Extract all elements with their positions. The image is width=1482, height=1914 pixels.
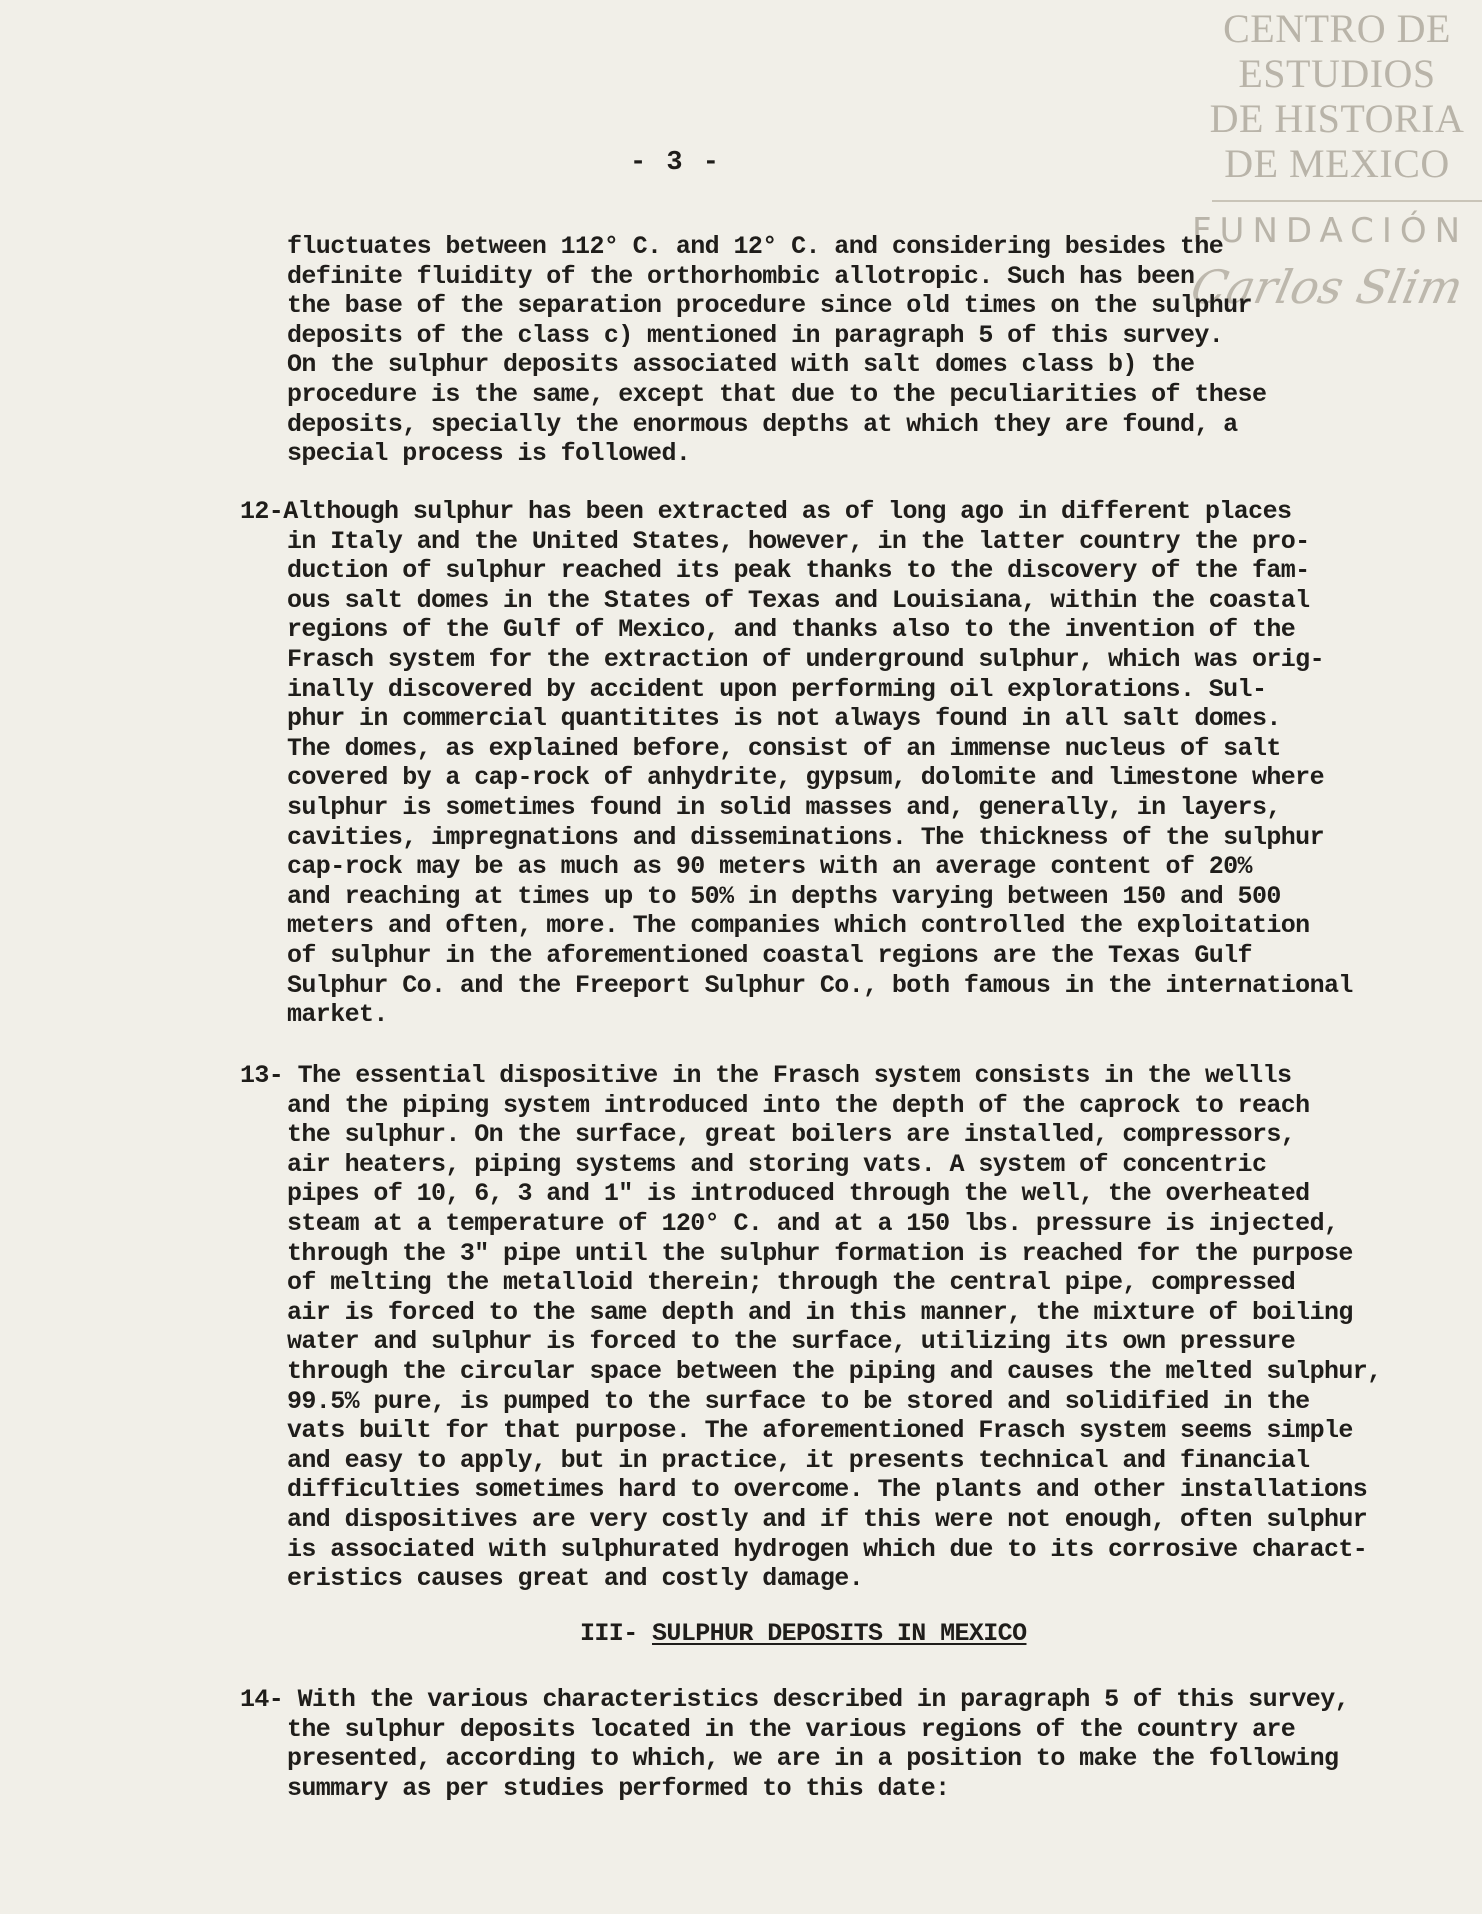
watermark-line: DE MEXICO (1224, 141, 1450, 186)
text-line: covered by a cap-rock of anhydrite, gypsum, dolomite and limestone where (287, 763, 1324, 793)
paragraph-number: 13- (240, 1061, 284, 1090)
text-line: and dispositives are very costly and if this were not enough, often sulphur (287, 1504, 1368, 1534)
watermark-line: ESTUDIOS (1238, 51, 1436, 96)
text-line: of melting the metalloid therein; through the central pipe, compressed (287, 1268, 1296, 1298)
paragraph-13 (240, 1061, 1420, 1594)
text-line: fluctuates between 112° C. and 12° C. and considering besides the (287, 232, 1224, 261)
text-line: meters and often, more. The companies which controlled the exploitation (287, 911, 1310, 941)
text-line: eristics causes great and costly damage. (287, 1564, 864, 1594)
section-number: III- (580, 1619, 653, 1648)
text-line: duction of sulphur reached its peak thanks to the discovery of the fam- (287, 556, 1310, 586)
text-line: through the 3" pipe until the sulphur formation is reached for the purpose (287, 1238, 1353, 1268)
text-line: 99.5% pure, is pumped to the surface to be stored and solidified in the (287, 1386, 1310, 1416)
text-line: The domes, as explained before, consist of an immense nucleus of salt (287, 733, 1281, 763)
paragraph-number: 12- (240, 497, 284, 526)
text-line: summary as per studies performed to this date: (287, 1773, 950, 1803)
text-line: Although sulphur has been extracted as of long ago in different places (283, 497, 1292, 526)
watermark-line: DE HISTORIA (1209, 96, 1465, 141)
text-line: With the various characteristics described in paragraph 5 of this survey, (297, 1685, 1350, 1714)
text-line: of sulphur in the aforementioned coastal regions are the Texas Gulf (287, 940, 1252, 970)
text-line: difficulties sometimes hard to overcome. The plants and other installations (287, 1475, 1368, 1505)
watermark-divider (1212, 200, 1482, 202)
text-line: Sulphur Co. and the Freeport Sulphur Co., both famous in the international (287, 970, 1353, 1000)
text-line: On the sulphur deposits associated with salt domes class b) the (287, 350, 1195, 380)
text-line: through the circular space between the piping and causes the melted sulphur, (287, 1356, 1382, 1386)
text-line: cap-rock may be as much as 90 meters with an average content of 20% (287, 852, 1252, 882)
text-line: cavities, impregnations and disseminations. The thickness of the sulphur (287, 822, 1324, 852)
text-line: is associated with sulphurated hydrogen which due to its corrosive charact- (287, 1534, 1368, 1564)
text-line: regions of the Gulf of Mexico, and thanks also to the invention of the (287, 615, 1296, 645)
paragraph-number: 14- (240, 1685, 284, 1714)
text-line: phur in commercial quantitites is not always found in all salt domes. (287, 704, 1281, 734)
continuation-paragraph (287, 232, 1467, 469)
text-line: in Italy and the United States, however, in the latter country the pro- (287, 526, 1310, 556)
page-number: - 3 - (630, 148, 722, 178)
text-line: the sulphur deposits located in the various regions of the country are (287, 1714, 1296, 1744)
text-line: air heaters, piping systems and storing vats. A system of concentric (287, 1149, 1267, 1179)
text-line: steam at a temperature of 120° C. and at a 150 lbs. pressure is injected, (287, 1208, 1339, 1238)
text-line: air is forced to the same depth and in this manner, the mixture of boiling (287, 1297, 1353, 1327)
text-line: The essential dispositive in the Frasch system consists in the wellls (297, 1061, 1292, 1090)
section-title: SULPHUR DEPOSITS IN MEXICO (652, 1619, 1027, 1648)
text-line: deposits, specially the enormous depths at which they are found, a (287, 409, 1238, 439)
watermark-foundation: FUNDACIÓN (1192, 211, 1469, 251)
text-line: inally discovered by accident upon performing oil explorations. Sul- (287, 674, 1267, 704)
text-line: the base of the separation procedure since old times on the sulphur (287, 291, 1252, 321)
text-line: special process is followed. (287, 439, 691, 469)
text-line: presented, according to which, we are in a position to make the following (287, 1744, 1339, 1774)
text-line: ous salt domes in the States of Texas and Louisiana, within the coastal (287, 585, 1310, 615)
text-line: the sulphur. On the surface, great boilers are installed, compressors, (287, 1120, 1296, 1150)
text-line: and the piping system introduced into the depth of the caprock to reach (287, 1090, 1310, 1120)
paragraph-12 (240, 497, 1420, 1030)
text-line: market. (287, 1000, 388, 1030)
watermark-line: CENTRO DE (1223, 6, 1451, 51)
text-line: water and sulphur is forced to the surface, utilizing its own pressure (287, 1327, 1296, 1357)
text-line: pipes of 10, 6, 3 and 1" is introduced through the well, the overheated (287, 1179, 1310, 1209)
text-line: sulphur is sometimes found in solid masses and, generally, in layers, (287, 792, 1281, 822)
text-line: Frasch system for the extraction of underground sulphur, which was orig- (287, 644, 1324, 674)
text-line: definite fluidity of the orthorhombic allotropic. Such has been (287, 261, 1195, 291)
text-line: deposits of the class c) mentioned in paragraph 5 of this survey. (287, 320, 1224, 350)
watermark-signature: Carlos Slim (1186, 260, 1468, 314)
text-line: and easy to apply, but in practice, it presents technical and financial (287, 1445, 1310, 1475)
section-heading (580, 1619, 1026, 1649)
text-line: and reaching at times up to 50% in depths varying between 150 and 500 (287, 881, 1281, 911)
text-line: procedure is the same, except that due to the peculiarities of these (287, 379, 1267, 409)
paragraph-14 (240, 1685, 1420, 1803)
text-line: vats built for that purpose. The aforementioned Frasch system seems simple (287, 1416, 1353, 1446)
